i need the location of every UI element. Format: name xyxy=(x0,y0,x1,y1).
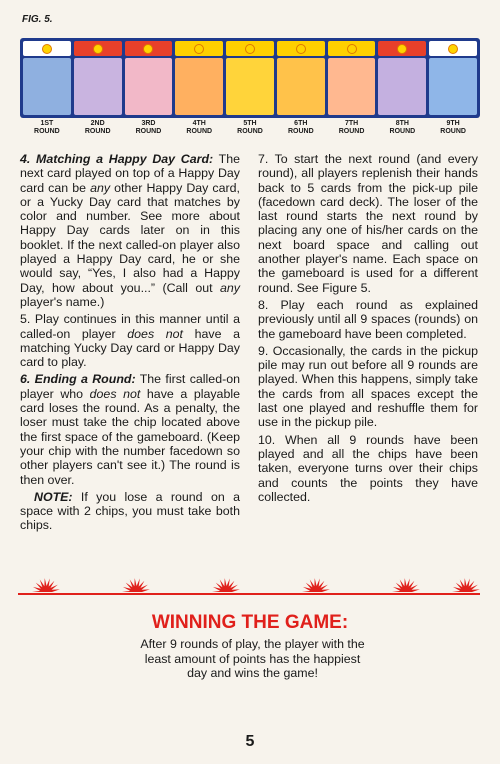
starburst-icon xyxy=(392,578,420,592)
chip-slot xyxy=(74,41,122,56)
chip-slot xyxy=(277,41,325,56)
sun-icon xyxy=(93,44,103,54)
board-space xyxy=(23,41,71,115)
round-label: 4TH ROUND xyxy=(186,120,213,135)
page-number: 5 xyxy=(245,733,255,750)
right-column xyxy=(258,152,478,507)
paragraph-4-text-a: The next card played on top of a Happy Day card can be xyxy=(20,152,240,195)
board-space xyxy=(226,41,274,115)
paragraph-7: 7. To start the next round (and every round), all players replenish their hands back to 5 cards from the pick-up pile (facedown card deck). The loser of the last round starts the next round by placing any one of his/her cards on the next board space and calling out another player's name. Each space on the gameboard is used for a different round. See Figure 5. xyxy=(258,152,478,295)
round-label: 1ST ROUND xyxy=(34,120,60,135)
sun-icon xyxy=(245,44,255,54)
card-space xyxy=(74,58,122,115)
sun-icon xyxy=(296,44,306,54)
winning-title: WINNING THE GAME: xyxy=(151,612,349,633)
card-space xyxy=(277,58,325,115)
paragraph-6-text-b: have a playable card loses the round. As a penalty, the loser must take the chip located above the first space of the gameboard. (Keep your chip with the number facedown so other players can't see it.) The round is then over. xyxy=(20,386,240,487)
sun-icon xyxy=(347,44,357,54)
paragraph-4-text-b: other Happy Day card, or a Yucky Day card that matches by color and number. See more about Happy Day cards later on in this booklet. If the next called-on player also played a Happy Day card, he or she would say, “Yes, I also had a Happy Day, how about you...” (Call out xyxy=(20,180,240,295)
board-space xyxy=(125,41,173,115)
board-space xyxy=(175,41,223,115)
starburst-icon xyxy=(302,578,330,592)
chip-slot xyxy=(328,41,376,56)
round-label: 9TH ROUND xyxy=(440,120,466,135)
emphasis-any: any xyxy=(220,280,240,295)
emphasis-does-not: does not xyxy=(89,386,141,401)
paragraph-4-title: 4. Matching a Happy Day Card: xyxy=(20,152,214,166)
board-space xyxy=(378,41,426,115)
paragraph-4-text-c: player's name.) xyxy=(20,294,105,309)
left-column xyxy=(20,152,240,536)
sun-icon xyxy=(194,44,204,54)
card-space xyxy=(429,58,477,115)
paragraph-5-text-a: 5. Play continues in this manner until a called-on player xyxy=(20,312,240,341)
paragraph-5-text-b: have a matching Yucky Day card or Happy Day card to play. xyxy=(20,326,240,370)
round-label: 6TH ROUND xyxy=(287,120,314,135)
paragraph-6-text-a: The first called-on player who xyxy=(20,372,240,401)
sun-icon xyxy=(143,44,153,54)
round-labels xyxy=(20,120,480,136)
chip-slot xyxy=(378,41,426,56)
chip-slot xyxy=(175,41,223,56)
paragraph-9: 9. Occasionally, the cards in the pickup pile may run out before all 9 rounds are played. When this happens, simply take the cards from all spaces except the last one played and reshuffle them for use in the pickup pile. xyxy=(258,343,478,430)
paragraph-5 xyxy=(20,312,240,369)
chip-slot xyxy=(429,41,477,56)
board-space xyxy=(74,41,122,115)
card-space xyxy=(125,58,173,115)
card-space xyxy=(226,58,274,115)
round-label: 3RD ROUND xyxy=(135,120,162,135)
starburst-icon xyxy=(32,578,60,592)
round-label: 7TH ROUND xyxy=(338,120,365,135)
board-space xyxy=(328,41,376,115)
round-label: 5TH ROUND xyxy=(237,120,263,135)
paragraph-6 xyxy=(20,372,240,486)
starburst-icon xyxy=(212,578,240,592)
winning-text: After 9 rounds of play, the player with the least amount of points has the happiest day and wins the game! xyxy=(140,637,365,680)
paragraph-8: 8. Play each round as explained previously until all 9 spaces (rounds) on the gameboard have been completed. xyxy=(258,297,478,341)
card-space xyxy=(175,58,223,115)
chip-slot xyxy=(125,41,173,56)
sun-icon xyxy=(448,44,458,54)
board-space xyxy=(429,41,477,115)
figure-label: FIG. 5. xyxy=(22,14,53,25)
paragraph-4 xyxy=(20,152,240,309)
sun-icon xyxy=(42,44,52,54)
card-space xyxy=(378,58,426,115)
paragraph-10: 10. When all 9 rounds have been played and all the chips have been taken, everyone turns over their chips and counts the points they have collected. xyxy=(258,432,478,504)
round-label: 2ND ROUND xyxy=(84,120,111,135)
starburst-icon xyxy=(452,578,480,592)
note-title: NOTE: xyxy=(34,489,73,504)
emphasis-any: any xyxy=(90,180,111,195)
board-space xyxy=(277,41,325,115)
note-paragraph xyxy=(20,490,240,533)
starburst-icon xyxy=(122,578,150,592)
card-space xyxy=(23,58,71,115)
note-text: If you lose a round on a space with 2 chips, you must take both chips. xyxy=(20,489,240,533)
sun-icon xyxy=(397,44,407,54)
round-label: 8TH ROUND xyxy=(389,120,416,135)
chip-slot xyxy=(226,41,274,56)
starburst-divider xyxy=(18,572,480,602)
gameboard-figure xyxy=(20,38,480,118)
paragraph-6-title: 6. Ending a Round: xyxy=(20,372,136,387)
emphasis-does-not: does not xyxy=(127,326,183,341)
chip-slot xyxy=(23,41,71,56)
card-space xyxy=(328,58,376,115)
